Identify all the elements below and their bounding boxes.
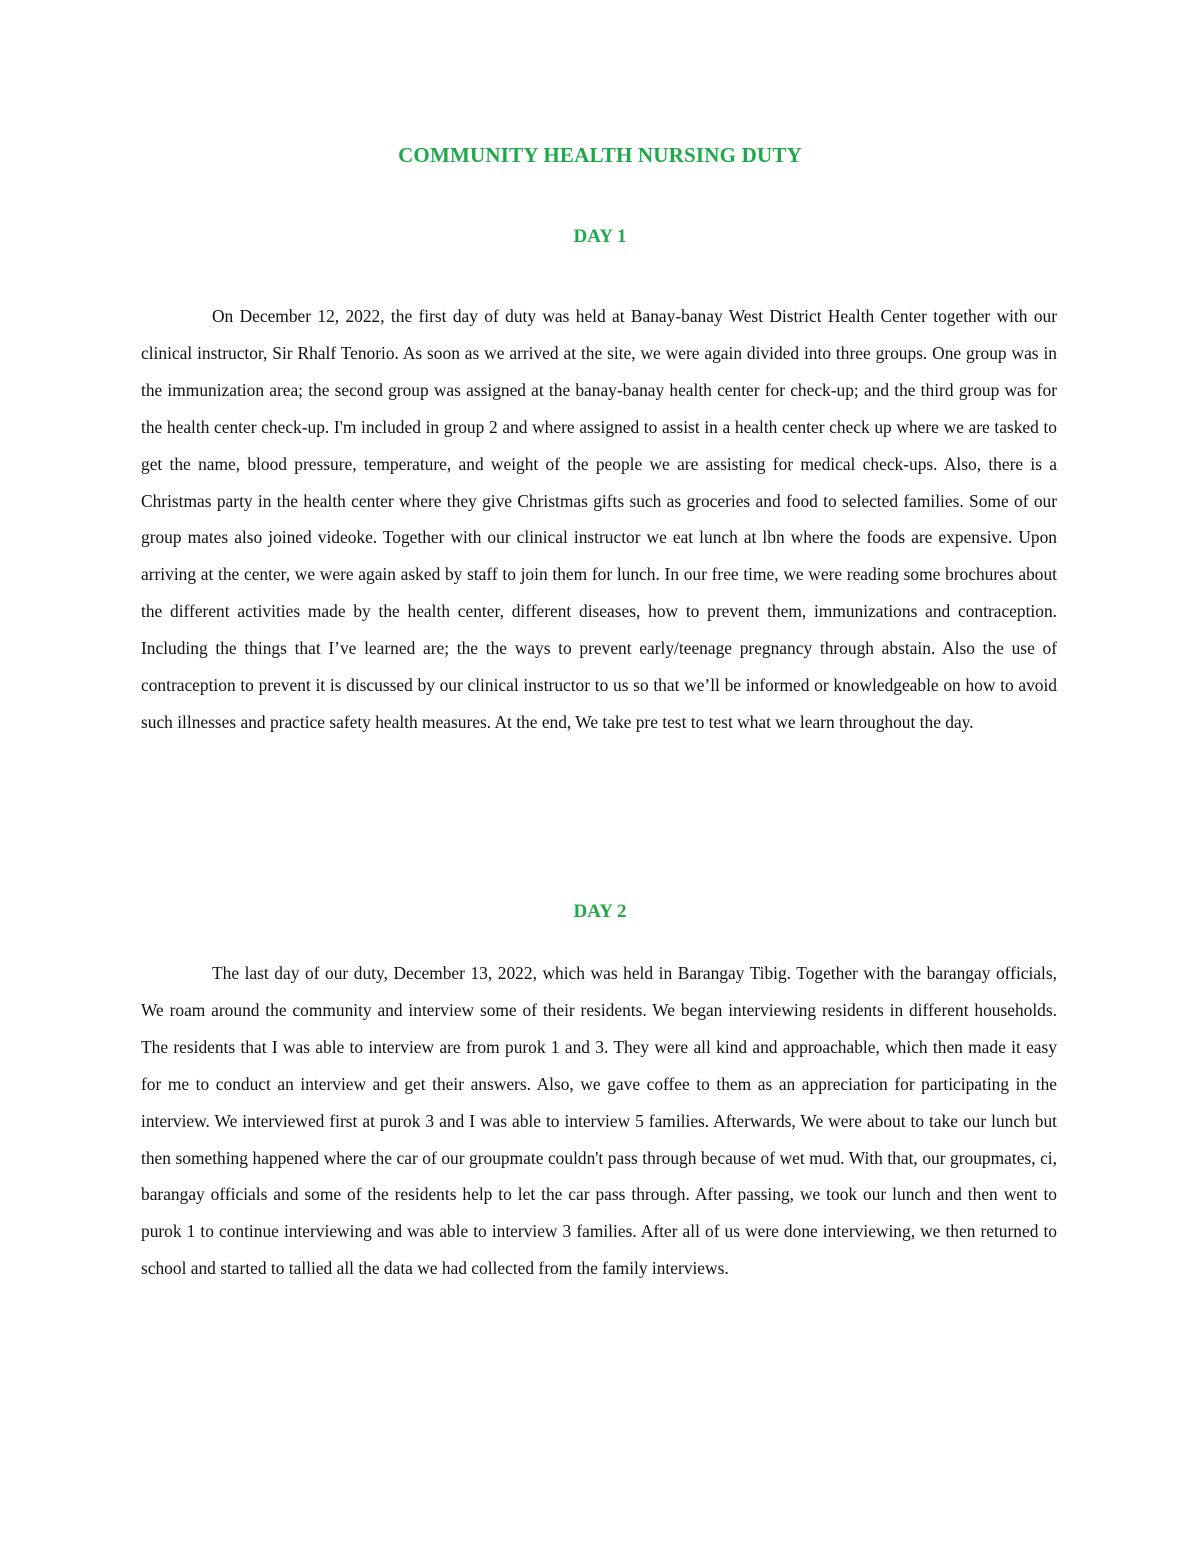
day-1-heading: DAY 1 bbox=[573, 226, 627, 247]
day-2-paragraph: The last day of our duty, December 13, 2022, which was held in Barangay Tibig. Together with the barangay officials, We roam around the community and interview some of their residents. We began interviewing residents in different households. The residents that I was able to interview are from purok 1 and 3. They were all kind and approachable, which then made it easy for me to conduct an interview and get their answers. Also, we gave coffee to them as an appreciation for participating in the interview. We interviewed first at purok 3 and I was able to interview 5 families. Afterwards, We were about to take our lunch but then something happened where the car of our groupmate couldn't pass through because of wet mud. With that, our groupmates, ci, barangay officials and some of the residents help to let the car pass through. After passing, we took our lunch and then went to purok 1 to continue interviewing and was able to interview 3 families. After all of us were done interviewing, we then returned to school and started to tallied all the data we had collected from the family interviews. bbox=[141, 963, 1057, 1279]
document-title: COMMUNITY HEALTH NURSING DUTY bbox=[398, 143, 802, 167]
day-2-heading: DAY 2 bbox=[573, 901, 627, 922]
day-1-paragraph: On December 12, 2022, the first day of duty was held at Banay-banay West District Health Center together with our clinical instructor, Sir Rhalf Tenorio. As soon as we arrived at the site, we were again divided into three groups. One group was in the immunization area; the second group was assigned at the banay-banay health center for check-up; and the third group was for the health center check-up. I'm included in group 2 and where assigned to assist in a health center check up where we are tasked to get the name, blood pressure, temperature, and weight of the people we are assisting for medical check-ups. Also, there is a Christmas party in the health center where they give Christmas gifts such as groceries and food to selected families. Some of our group mates also joined videoke. Together with our clinical instructor we eat lunch at lbn where the foods are expensive. Upon arriving at the center, we were again asked by staff to join them for lunch. In our free time, we were reading some brochures about the different activities made by the health center, different diseases, how to prevent them, immunizations and contraception. Including the things that I’ve learned are; the the ways to prevent early/teenage pregnancy through abstain. Also the use of contraception to prevent it is discussed by our clinical instructor to us so that we’ll be informed or knowledgeable on how to avoid such illnesses and practice safety health measures. At the end, We take pre test to test what we learn throughout the day. bbox=[141, 306, 1057, 732]
